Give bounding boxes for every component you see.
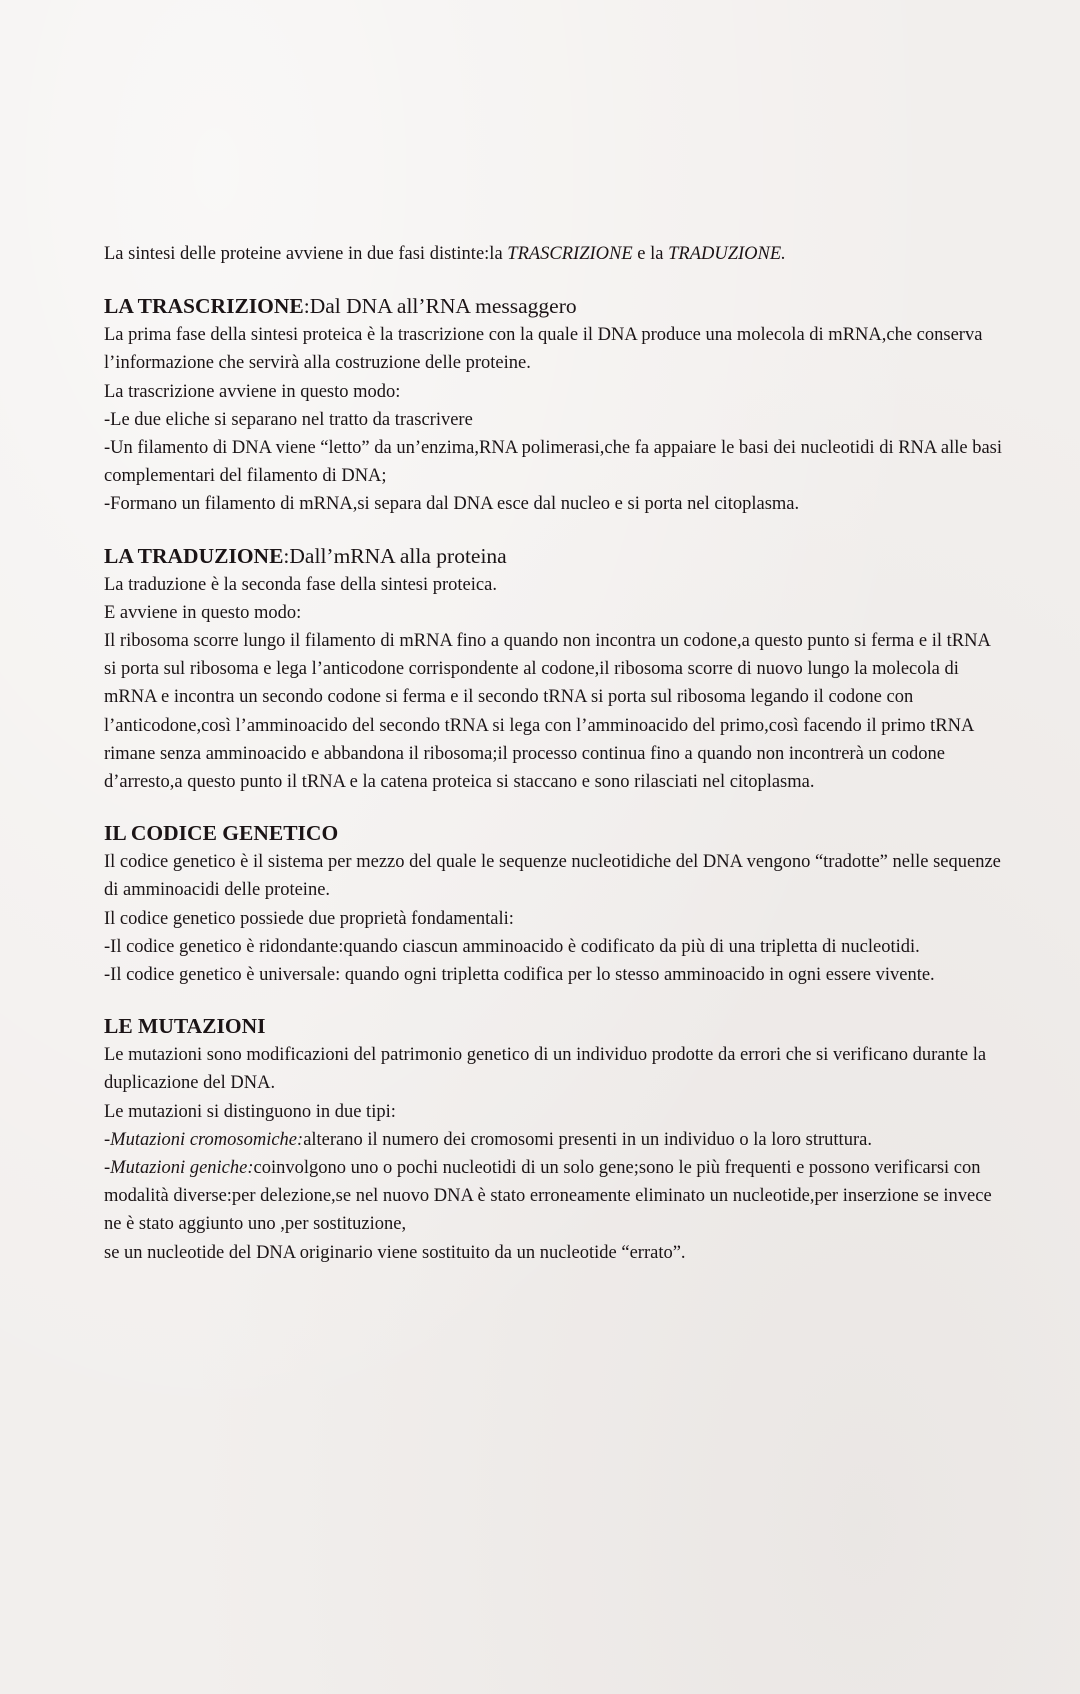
intro-term-trascrizione: TRASCRIZIONE <box>507 244 633 264</box>
heading-mutazioni <box>104 1011 1004 1041</box>
intro-term-traduzione: TRADUZIONE. <box>668 244 786 264</box>
heading-traduzione-subtitle: :Dall’mRNA alla proteina <box>283 543 507 568</box>
paragraph-line: Il codice genetico è il sistema per mezzo del quale le sequenze nucleotidiche del DNA vengono “tradotte” nelle sequenze di amminoacidi delle proteine. <box>104 852 1001 901</box>
paragraph-line: -Un filamento di DNA viene “letto” da un’enzima,RNA polimerasi,che fa appaiare le basi dei nucleotidi di RNA alle basi complementari del filamento di DNA; <box>104 438 1002 487</box>
section-codice-genetico <box>104 818 1004 989</box>
section-mutazioni <box>104 1011 1004 1267</box>
mutazioni-geniche-text: coinvolgono uno o pochi nucleotidi di un solo gene;sono le più frequenti e possono verificarsi con modalità diverse:per delezione,se nel nuovo DNA è stato erroneamente eliminato un nucleotide,per inserzione se invece ne è stato aggiunto uno ,per sostituzione, <box>104 1158 992 1235</box>
mutazioni-cromosomiche-label: -Mutazioni cromosomiche: <box>104 1129 304 1150</box>
paragraph-line: -Le due eliche si separano nel tratto da trascrivere <box>104 409 473 430</box>
paragraph-line: -Il codice genetico è ridondante:quando ciascun amminoacido è codificato da più di una tripletta di nucleotidi. <box>104 936 920 957</box>
heading-traduzione-bold: LA TRADUZIONE <box>104 543 284 568</box>
paragraph-line: -Formano un filamento di mRNA,si separa dal DNA esce dal nucleo e si porta nel citoplasma. <box>104 494 800 515</box>
paragraph-line: Il ribosoma scorre lungo il filamento di mRNA fino a quando non incontra un codone,a questo punto si ferma e il tRNA si porta sul ribosoma e lega l’anticodone corrispondente al codone,il ribosoma scorre di nuovo lungo la molecola di mRNA e incontra un secondo codone si ferma e il secondo tRNA si porta sul ribosoma legando il codone con l’anticodone,così l’amminoacido del secondo tRNA si lega con l’amminoacido del primo,così facendo il primo tRNA rimane senza amminoacido e abbandona il ribosoma;il processo continua fino a quando non incontrerà un codone d’arresto,a questo punto il tRNA e la catena proteica si staccano e sono rilasciati nel citoplasma. <box>104 631 990 793</box>
heading-mutazioni-bold: LE MUTAZIONI <box>104 1014 266 1039</box>
section-trascrizione <box>104 291 1004 518</box>
paragraph-line: La prima fase della sintesi proteica è la trascrizione con la quale il DNA produce una molecola di mRNA,che conserva l’informazione che servirà alla costruzione delle proteine. <box>104 325 983 374</box>
heading-trascrizione-bold: LA TRASCRIZIONE <box>104 294 304 319</box>
paragraph-line: Il codice genetico possiede due proprietà fondamentali: <box>104 908 514 929</box>
mutazioni-geniche-label: -Mutazioni geniche: <box>104 1158 254 1179</box>
mutazioni-geniche <box>104 1154 1004 1239</box>
intro-conjunction: e la <box>632 244 669 264</box>
mutazioni-cromosomiche-text: alterano il numero dei cromosomi presenti in un individuo o la loro struttura. <box>303 1129 872 1150</box>
heading-trascrizione <box>104 291 1004 321</box>
heading-traduzione <box>104 541 1004 571</box>
section-traduzione <box>104 541 1004 797</box>
paragraph-line: La trascrizione avviene in questo modo: <box>104 381 401 402</box>
paragraph-line: Le mutazioni si distinguono in due tipi: <box>104 1101 396 1122</box>
heading-trascrizione-subtitle: :Dal DNA all’RNA messaggero <box>303 294 577 319</box>
paragraph-line: La traduzione è la seconda fase della sintesi proteica. <box>104 574 497 595</box>
heading-codice-genetico <box>104 818 1004 848</box>
paragraph-line: -Il codice genetico è universale: quando ogni tripletta codifica per lo stesso amminoacido in ogni essere vivente. <box>104 965 935 986</box>
paragraph-line: E avviene in questo modo: <box>104 602 302 623</box>
intro-text: La sintesi delle proteine avviene in due fasi distinte:la <box>104 244 508 264</box>
mutazioni-cromosomiche <box>104 1126 1004 1154</box>
paragraph-line: se un nucleotide del DNA originario viene sostituito da un nucleotide “errato”. <box>104 1242 686 1263</box>
intro-paragraph <box>104 240 1004 268</box>
heading-codice-genetico-bold: IL CODICE GENETICO <box>104 821 339 846</box>
document-body <box>104 240 1004 1289</box>
paragraph-line: Le mutazioni sono modificazioni del patrimonio genetico di un individuo prodotte da errori che si verificano durante la duplicazione del DNA. <box>104 1045 987 1094</box>
